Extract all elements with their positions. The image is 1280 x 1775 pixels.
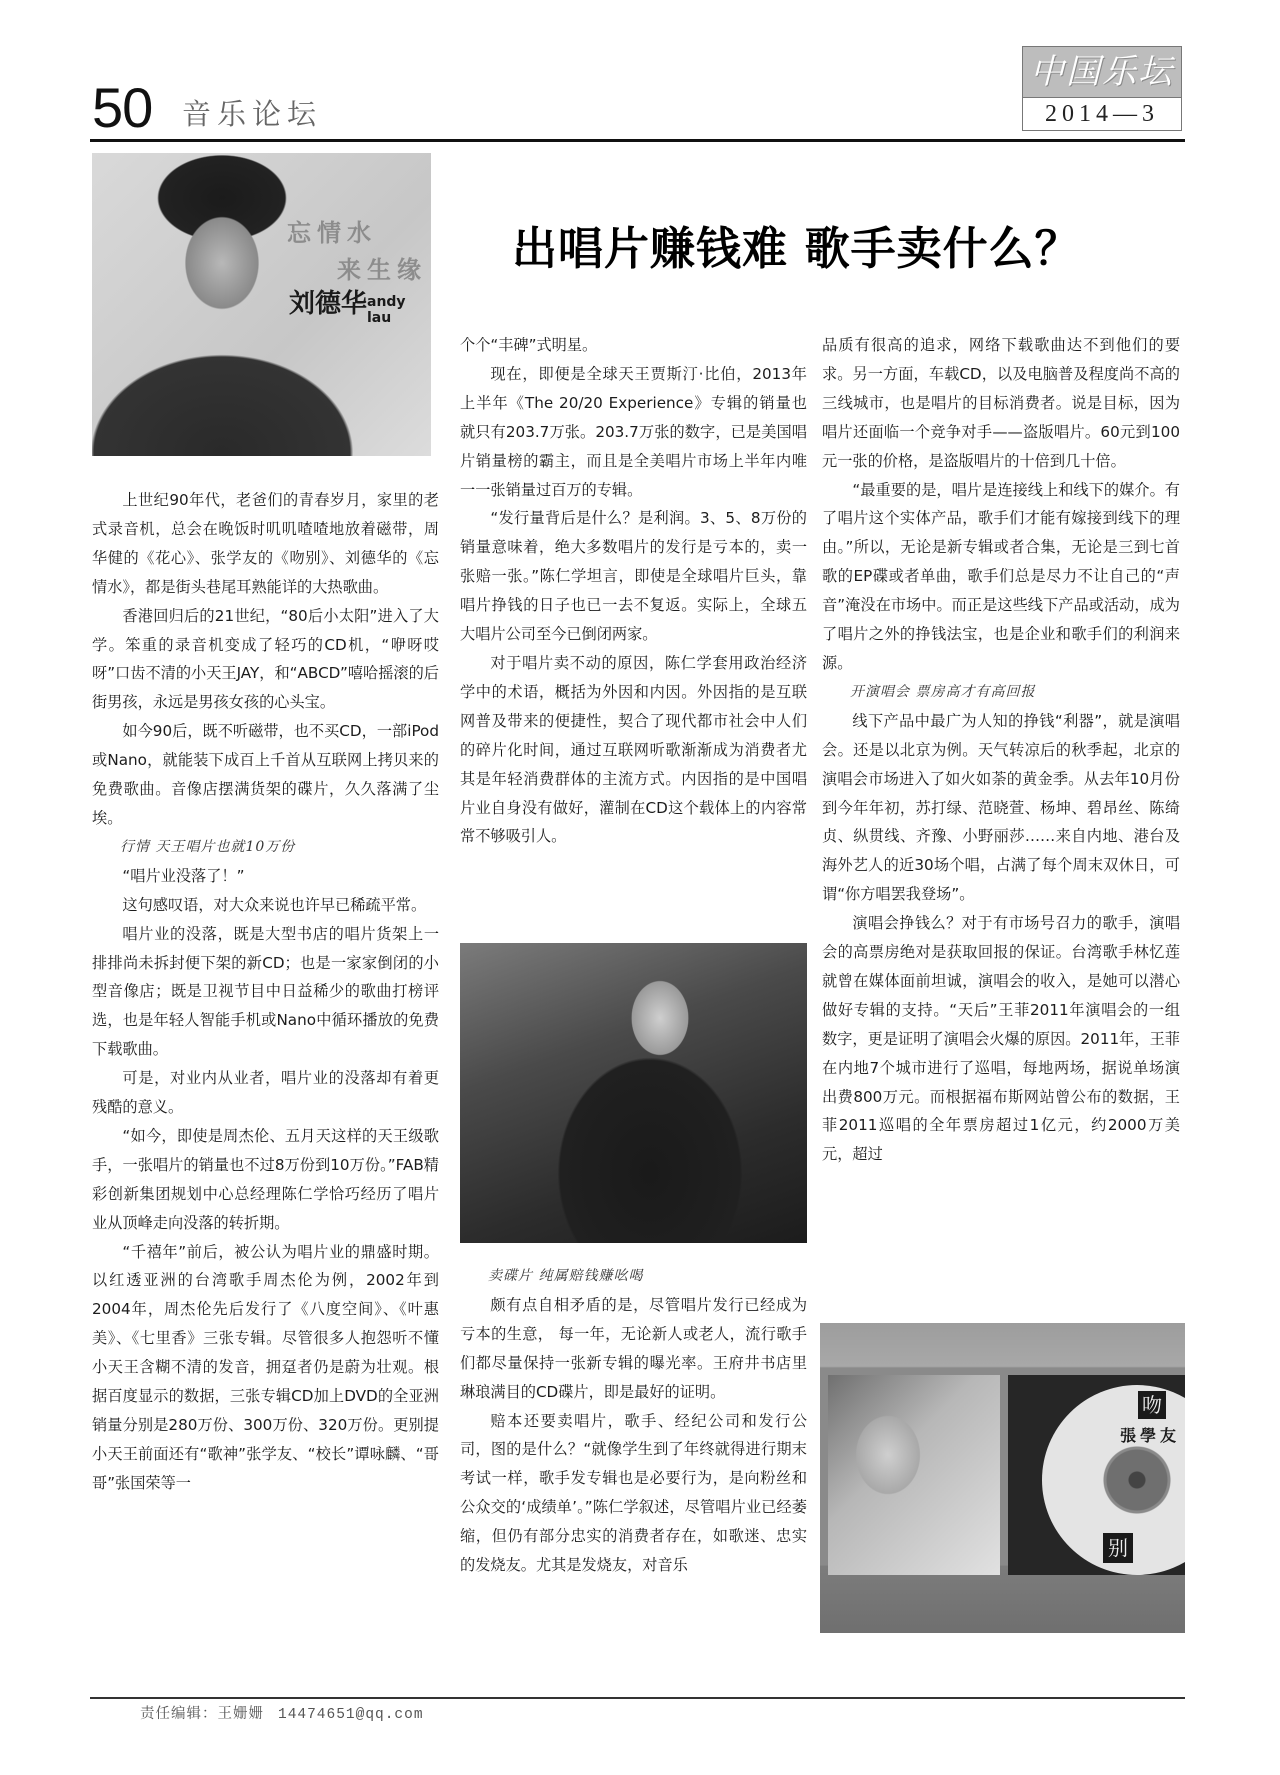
- paragraph: 这句感叹语，对大众来说也许早已稀疏平常。: [122, 895, 427, 914]
- section-title: 音乐论坛: [182, 97, 323, 131]
- paragraph: 颇有点自相矛盾的是，尽管唱片发行已经成为亏本的生意， 每一年，无论新人或老人，流行歌手们都尽量保持一张新专辑的曝光率。王府井书店里琳琅满目的CD碟片，即是最好的证明。: [460, 1295, 807, 1401]
- concert-singer-photo: [460, 943, 807, 1243]
- page-number: 50: [92, 76, 153, 139]
- footer-editor-credit: [140, 1702, 424, 1723]
- header-rule: [90, 139, 1185, 142]
- paragraph: 唱片业的没落，既是大型书店的唱片货架上一排排尚未拆封便下架的新CD；也是一家家倒闭的小型音像店；既是卫视节目中日益稀少的歌曲打榜评选，也是年轻人智能手机或Nano中循环播放的免费下载歌曲。: [92, 924, 439, 1059]
- editor-email: 14474651@qq.com: [278, 1707, 424, 1723]
- paragraph: 上世纪90年代，老爸们的青春岁月，家里的老式录音机，总会在晚饭时叽叽喳喳地放着磁带，周华健的《花心》、张学友的《吻别》、刘德华的《忘情水》，都是街头巷尾耳熟能详的大热歌曲。: [92, 491, 439, 596]
- article-column-3: [822, 331, 1180, 1169]
- masthead: [1022, 46, 1182, 131]
- paragraph: “最重要的是，唱片是连接线上和线下的媒介。有了唱片这个实体产品，歌手们才能有嫁接到线下的理由。”所以，无论是新专辑或者合集，无论是三到七首歌的EP碟或者单曲，歌手们总是尽力不让自己的“声音”淹没在市场中。而正是这些线下产品或活动，成为了唱片之外的挣钱法宝，也是企业和歌手们的利润来源。: [822, 480, 1180, 672]
- article-headline: 出唱片赚钱难 歌手卖什么？: [512, 222, 1081, 275]
- subheading: 开演唱会 票房高才有高回报: [850, 683, 1036, 700]
- paragraph: 香港回归后的21世纪，“80后小太阳”进入了大学。笨重的录音机变成了轻巧的CD机，“咿呀哎呀”口齿不清的小天王JAY，和“ABCD”嘻哈摇滚的后街男孩，永远是男孩女孩的心头宝。: [92, 606, 439, 712]
- paragraph: 现在，即便是全球天王贾斯汀·比伯，2013年上半年《The 20/20 Experience》专辑的销量也就只有203.7万张。203.7万张的数字，已是美国唱片销量榜的霸主，而且是全美唱片市场上半年内唯一一张销量过百万的专辑。: [460, 364, 807, 499]
- paragraph: 品质有很高的追求，网络下载歌曲达不到他们的要求。另一方面，车载CD，以及电脑普及程度尚不高的三线城市，也是唱片的目标消费者。说是目标，因为唱片还面临一个竞争对手——盗版唱片。60元到100元一张的价格，是盗版唱片的十倍到几十倍。: [822, 336, 1180, 470]
- paragraph: 可是，对业内从业者，唱片业的没落却有着更残酷的意义。: [92, 1069, 439, 1117]
- paragraph: 对于唱片卖不动的原因，陈仁学套用政治经济学中的术语，概括为外因和内因。外因指的是互联网普及带来的便捷性，契合了现代都市社会中人们的碎片化时间，通过互联网听歌渐渐成为消费者尤其是年轻消费群体的主流方式。内因指的是中国唱片业自身没有做好，灌制在CD这个载体上的内容常常不够吸引人。: [460, 653, 807, 846]
- paragraph: 演唱会挣钱么？对于有市场号召力的歌手，演唱会的高票房绝对是获取回报的保证。台湾歌手林忆莲就曾在媒体面前坦诚，演唱会的收入，是她可以潜心做好专辑的支持。“天后”王菲2011年演唱会的一组数字，更是证明了演唱会火爆的原因。2011年，王菲在内地7个城市进行了巡唱，每地两场，据说单场演出费800万元。而根据福布斯网站曾公布的数据，王菲2011巡唱的全年票房超过1亿元，约2000万美元，超过: [822, 914, 1180, 1164]
- issue-number: 2014—3: [1045, 101, 1159, 127]
- paragraph: 个个“丰碑”式明星。: [460, 336, 598, 354]
- article-column-1: [92, 486, 439, 1498]
- cover-artist-cn: 刘德华: [289, 289, 368, 319]
- disc-artist: 張學友: [1120, 1426, 1181, 1445]
- article-column-2-top: [460, 331, 807, 851]
- editor-name: 责任编辑：王姗姗: [140, 1706, 264, 1722]
- subheading: 行情 天王唱片也就10万份: [120, 838, 296, 855]
- cd-case-photo: [820, 1323, 1185, 1633]
- paragraph: “千禧年”前后，被公认为唱片业的鼎盛时期。以红透亚洲的台湾歌手周杰伦为例，2002年到2004年，周杰伦先后发行了《八度空间》、《叶惠美》、《七里香》三张专辑。尽管很多人抱怨听不懂小天王含糊不清的发音，拥趸者仍是蔚为壮观。根据百度显示的数据，三张专辑CD加上DVD的全亚洲销量分别是280万份、300万份、320万份。更别提小天王前面还有“歌神”张学友、“校长”谭咏麟、“哥哥”张国荣等一: [92, 1242, 439, 1492]
- masthead-logo: 中国乐坛: [1023, 47, 1181, 98]
- paragraph: 线下产品中最广为人知的挣钱“利器”，就是演唱会。还是以北京为例。天气转凉后的秋季起，北京的演唱会市场进入了如火如荼的黄金季。从去年10月份到今年年初，苏打绿、范晓萱、杨坤、碧昂丝、陈绮贞、纵贯线、齐豫、小野丽莎……来自内地、港台及海外艺人的近30场个唱，占满了每个周末双休日，可谓“你方唱罢我登场”。: [822, 711, 1180, 904]
- disc-label-bottom: 别: [1103, 1533, 1133, 1563]
- paragraph: “如今，即使是周杰伦、五月天这样的天王级歌手，一张唱片的销量也不过8万份到10万份。”FAB精彩创新集团规划中心总经理陈仁学恰巧经历了唱片业从顶峰走向没落的转折期。: [92, 1126, 439, 1232]
- cd-booklet: [828, 1375, 1000, 1575]
- cover-title-line2: 来生缘: [337, 256, 427, 284]
- article-column-2-bottom: [460, 1262, 807, 1580]
- paragraph: “唱片业没落了！”: [122, 866, 245, 885]
- album-cover-photo-andy-lau: [92, 153, 431, 456]
- disc-label-top: 吻: [1138, 1391, 1166, 1419]
- cover-artist-en: andy lau: [367, 294, 406, 326]
- cover-title-line1: 忘情水: [287, 219, 377, 247]
- paragraph: “发行量背后是什么？是利润。3、5、8万份的销量意味着，绝大多数唱片的发行是亏本的，卖一张赔一张。”陈仁学坦言，即使是全球唱片巨头，靠唱片挣钱的日子也已一去不复返。实际上，全球五大唱片公司至今已倒闭两家。: [460, 509, 807, 644]
- footer-rule: [90, 1697, 1185, 1699]
- paragraph: 如今90后，既不听磁带，也不买CD，一部iPod或Nano，就能装下成百上千首从互联网上拷贝来的免费歌曲。音像店摆满货架的碟片，久久落满了尘埃。: [92, 722, 439, 827]
- paragraph: 赔本还要卖唱片，歌手、经纪公司和发行公司，图的是什么？“就像学生到了年终就得进行期末考试一样，歌手发专辑也是必要行为，是向粉丝和公众交的‘成绩单’。”陈仁学叙述，尽管唱片业已经萎缩，但仍有部分忠实的消费者存在，如歌迷、忠实的发烧友。尤其是发烧友，对音乐: [460, 1411, 807, 1575]
- subheading: 卖碟片 纯属赔钱赚吆喝: [488, 1268, 644, 1284]
